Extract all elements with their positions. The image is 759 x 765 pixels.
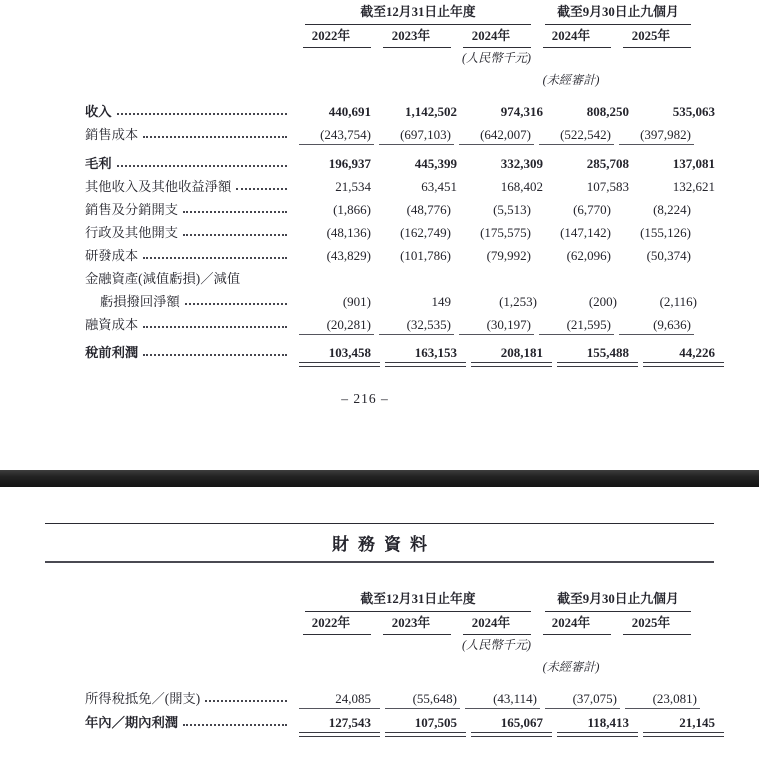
year-header-label: 2023年: [391, 615, 431, 630]
period-group-header-row: [85, 593, 691, 612]
table-row: [85, 216, 691, 239]
table-row: [85, 170, 715, 194]
row-label: 收入: [85, 103, 112, 119]
row-label-cell: [85, 180, 291, 193]
cell-value: (200): [588, 294, 617, 309]
dot-leader: [117, 165, 287, 167]
cell-value: 196,937: [328, 156, 371, 171]
cell-value: 63,451: [421, 179, 457, 194]
cell-value: 332,309: [500, 156, 543, 171]
dot-leader: [183, 211, 287, 213]
cell-value: 44,226: [635, 346, 721, 359]
year-header-2024-9m: [531, 30, 611, 48]
cell-value: 107,583: [586, 179, 629, 194]
cell-value: (48,776): [406, 202, 451, 217]
year-header-2023: [371, 617, 451, 635]
cell-value: 445,399: [414, 156, 457, 171]
cell-value: (2,116): [659, 294, 697, 309]
currency-note-row: [85, 635, 691, 651]
cell-value: 127,543: [291, 716, 377, 729]
year-header-row: [85, 617, 691, 635]
cell-value: (243,754): [291, 128, 371, 141]
cell-value: 285,708: [586, 156, 629, 171]
cell-value: (79,992): [486, 248, 531, 263]
table-row: [85, 193, 691, 216]
row-label-cell: [85, 692, 291, 705]
unaudited-note: (未經審計): [542, 72, 600, 87]
currency-note-row: [85, 48, 691, 64]
table-row: [85, 95, 715, 119]
row-label-cell: [85, 203, 291, 216]
unaudited-note-row: [85, 651, 691, 673]
cell-value: (21,595): [531, 318, 611, 331]
currency-unit-note: (人民幣千元): [461, 637, 531, 652]
row-label-cell: [85, 249, 291, 262]
income-statement-rows: [85, 95, 715, 360]
dot-leader: [143, 257, 287, 259]
year-header-2022: [291, 617, 371, 635]
cell-value: (162,749): [400, 225, 451, 240]
dot-leader: [143, 326, 287, 328]
unaudited-note: (未經審計): [542, 659, 600, 674]
label-column-spacer: [85, 617, 291, 635]
year-header-2025: [611, 617, 691, 635]
dot-leader: [183, 724, 287, 726]
year-underline: [623, 634, 691, 635]
table-row: [85, 239, 691, 262]
table-row: [85, 682, 697, 706]
row-label: 稅前利潤: [85, 344, 139, 360]
cell-value: (1,866): [333, 202, 371, 217]
cell-value: 165,067: [463, 716, 549, 729]
cell-value: 24,085: [291, 692, 377, 705]
table-row: [85, 336, 715, 360]
cell-value: (50,374): [646, 248, 691, 263]
period-group-annual: [291, 6, 531, 25]
row-label: 毛利: [85, 155, 112, 171]
cell-value: 163,153: [377, 346, 463, 359]
period-group-nine-months-label: 截至9月30日止九個月: [545, 6, 691, 25]
dot-leader: [205, 700, 287, 702]
cell-value: (175,575): [480, 225, 531, 240]
row-label: 融資成本: [85, 316, 139, 332]
cell-value: 535,063: [672, 104, 715, 119]
year-underline: [543, 47, 611, 48]
cell-value: (62,096): [566, 248, 611, 263]
cell-value: 118,413: [549, 716, 635, 729]
cell-value: 107,505: [377, 716, 463, 729]
cell-value: (30,197): [451, 318, 531, 331]
cell-value: (43,829): [326, 248, 371, 263]
year-header-label: 2022年: [311, 615, 351, 630]
year-header-label: 2022年: [311, 28, 351, 43]
row-label-cell: [85, 105, 291, 118]
label-column-spacer: [85, 593, 291, 612]
dot-leader: [185, 303, 287, 305]
cell-value: 155,488: [549, 346, 635, 359]
page-break-bar: [0, 470, 759, 487]
page-2: [0, 523, 759, 729]
cell-value: (697,103): [371, 128, 451, 141]
year-underline: [623, 47, 691, 48]
financial-info-rows: [85, 682, 715, 730]
year-header-label: 2025年: [631, 28, 671, 43]
cell-value: (32,535): [371, 318, 451, 331]
dot-leader: [236, 188, 287, 190]
row-label: 銷售成本: [85, 126, 139, 142]
cell-value: 974,316: [500, 104, 543, 119]
cell-value: (642,007): [451, 128, 531, 141]
cell-value: (522,542): [531, 128, 611, 141]
cell-value: (55,648): [377, 692, 457, 705]
currency-unit-note: (人民幣千元): [461, 50, 531, 65]
cell-value: (5,513): [493, 202, 531, 217]
row-label-cell: [85, 128, 291, 141]
cell-value: (901): [342, 294, 371, 309]
year-header-label: 2024年: [471, 28, 511, 43]
cell-value: 21,534: [335, 179, 371, 194]
cell-value: 168,402: [500, 179, 543, 194]
period-group-annual-label: 截至12月31日止年度: [305, 6, 531, 25]
row-label-cell: [85, 346, 291, 359]
cell-value: 132,621: [672, 179, 715, 194]
table-row: [85, 118, 691, 141]
cell-value: (101,786): [400, 248, 451, 263]
row-label: 年內／期內利潤: [85, 714, 179, 730]
cell-value: (1,253): [499, 294, 537, 309]
unaudited-note-row: [85, 64, 691, 86]
cell-value: (9,636): [611, 318, 691, 331]
section-title: 財務資料: [332, 535, 436, 554]
year-header-row: [85, 30, 691, 48]
table-row: [85, 262, 691, 285]
table-row: [85, 308, 691, 331]
period-group-nine-months-label: 截至9月30日止九個月: [545, 593, 691, 612]
year-header-2025: [611, 30, 691, 48]
year-header-label: 2024年: [551, 28, 591, 43]
period-group-nine-months: [531, 6, 691, 25]
row-label-cell: [85, 226, 291, 239]
row-label: 行政及其他開支: [85, 224, 179, 240]
year-header-label: 2024年: [471, 615, 511, 630]
year-header-2024: [451, 617, 531, 635]
year-header-2024-9m: [531, 617, 611, 635]
dot-leader: [183, 234, 287, 236]
year-header-2024: [451, 30, 531, 48]
dot-leader: [117, 113, 287, 115]
year-header-label: 2025年: [631, 615, 671, 630]
table-row: [85, 285, 697, 309]
row-label: 金融資產(減值虧損)／減值: [85, 270, 241, 286]
year-underline: [543, 634, 611, 635]
row-label: 研發成本: [85, 247, 139, 263]
table-row: [85, 706, 715, 730]
year-header-label: 2024年: [551, 615, 591, 630]
row-label: 其他收入及其他收益淨額: [85, 178, 232, 194]
row-label-cell: [85, 716, 291, 729]
period-group-annual-label: 截至12月31日止年度: [305, 593, 531, 612]
period-group-annual: [291, 593, 531, 612]
page-number: – 216 –: [341, 391, 389, 406]
cell-value: (23,081): [617, 692, 697, 705]
dot-leader: [143, 354, 287, 356]
row-label-cell: [85, 272, 291, 285]
cell-value: (8,224): [653, 202, 691, 217]
row-label-cell: [85, 157, 291, 170]
period-group-nine-months: [531, 593, 691, 612]
cell-value: (48,136): [326, 225, 371, 240]
row-label-cell: [85, 318, 291, 331]
label-column-spacer: [85, 30, 291, 48]
section-heading: [45, 523, 714, 563]
year-header-2023: [371, 30, 451, 48]
income-statement-table: [85, 5, 715, 360]
label-column-spacer: [85, 6, 291, 25]
cell-value: (155,126): [640, 225, 691, 240]
cell-value: (147,142): [560, 225, 611, 240]
dot-leader: [143, 136, 287, 138]
row-label: 虧損撥回淨額: [100, 293, 180, 309]
cell-value: 103,458: [291, 346, 377, 359]
financial-info-table: [85, 592, 715, 730]
cell-value: 208,181: [463, 346, 549, 359]
cell-value: 137,081: [672, 156, 715, 171]
cell-value: (6,770): [573, 202, 611, 217]
year-header-2022: [291, 30, 371, 48]
year-header-label: 2023年: [391, 28, 431, 43]
cell-value: 149: [431, 294, 451, 309]
cell-value: (43,114): [457, 692, 537, 705]
cell-value: 808,250: [586, 104, 629, 119]
cell-value: 21,145: [635, 716, 721, 729]
cell-value: 440,691: [328, 104, 371, 119]
cell-value: (20,281): [291, 318, 371, 331]
row-label-cell: [85, 295, 291, 308]
row-label: 銷售及分銷開支: [85, 201, 179, 217]
cell-value: (397,982): [611, 128, 691, 141]
cell-value: 1,142,502: [405, 104, 457, 119]
cell-value: (37,075): [537, 692, 617, 705]
row-label: 所得稅抵免／(開支): [85, 690, 201, 706]
period-group-header-row: [85, 6, 691, 25]
table-row: [85, 147, 715, 171]
